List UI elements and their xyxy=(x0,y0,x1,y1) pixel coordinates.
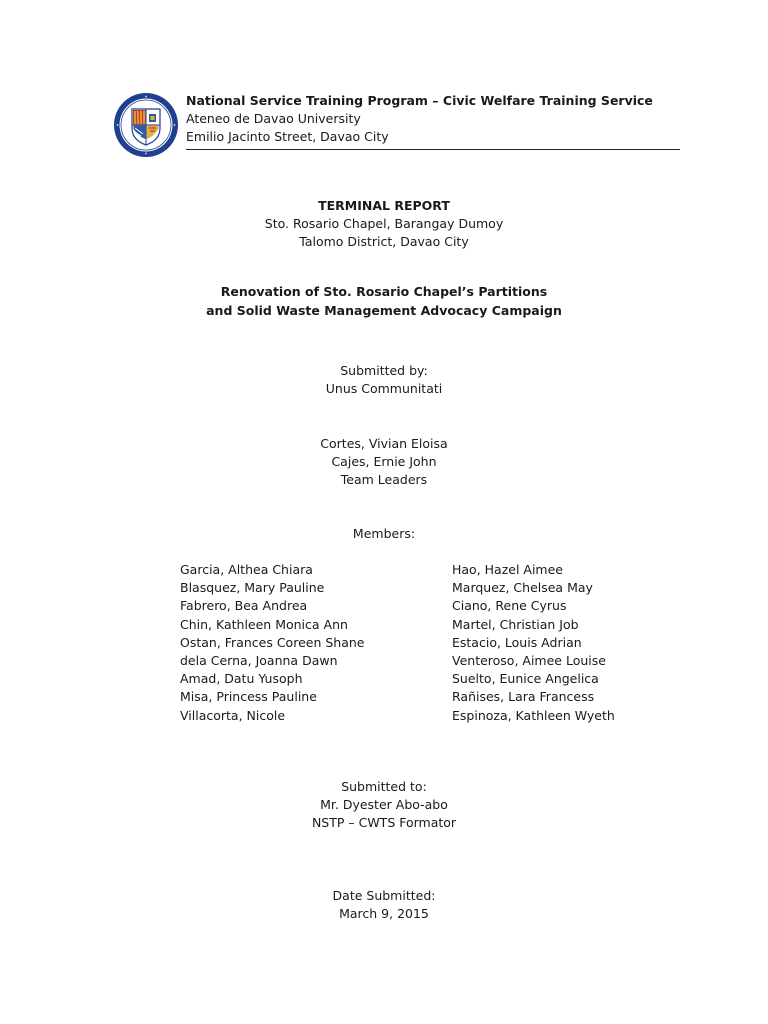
date-submitted-label: Date Submitted: xyxy=(332,888,436,903)
report-title: TERMINAL REPORT xyxy=(318,198,450,213)
member-name: Fabrero, Bea Andrea xyxy=(180,598,308,614)
member-name: Estacio, Louis Adrian xyxy=(452,634,582,650)
members-list-right xyxy=(452,561,615,725)
project-title-line1: Renovation of Sto. Rosario Chapel’s Partitions xyxy=(220,284,548,299)
member-name: Hao, Hazel Aimee xyxy=(452,562,563,577)
team-leaders-block xyxy=(0,435,768,489)
member-name: Garcia, Althea Chiara xyxy=(180,562,313,577)
university-seal-icon xyxy=(113,92,179,158)
member-name: Ostan, Frances Coreen Shane xyxy=(180,634,365,650)
member-name: Suelto, Eunice Angelica xyxy=(452,671,599,687)
member-name: Martel, Christian Job xyxy=(452,616,579,632)
report-location-line1: Sto. Rosario Chapel, Barangay Dumoy xyxy=(264,216,504,231)
project-title-block xyxy=(0,282,768,320)
formator-role: NSTP – CWTS Formator xyxy=(311,815,457,830)
date-submitted-value: March 9, 2015 xyxy=(339,906,429,921)
submitted-by-label: Submitted by: xyxy=(340,363,428,378)
university-address: Emilio Jacinto Street, Davao City xyxy=(186,129,389,144)
member-name: Rañises, Lara Francess xyxy=(452,689,595,705)
formator-name: Mr. Dyester Abo-abo xyxy=(320,797,448,812)
member-name: dela Cerna, Joanna Dawn xyxy=(180,653,338,669)
members-list-left xyxy=(180,561,364,725)
team-leader-name: Cajes, Ernie John xyxy=(331,454,437,469)
member-name: Espinoza, Kathleen Wyeth xyxy=(452,707,615,723)
program-name: National Service Training Program – Civic Welfare Training Service xyxy=(186,93,653,108)
submitted-by-block xyxy=(0,362,768,398)
university-name: Ateneo de Davao University xyxy=(186,111,361,126)
member-name: Amad, Datu Yusoph xyxy=(180,671,303,687)
member-name: Venteroso, Aimee Louise xyxy=(452,653,606,669)
member-name: Blasquez, Mary Pauline xyxy=(180,580,325,596)
group-name: Unus Communitati xyxy=(325,381,443,396)
submitted-to-block xyxy=(0,778,768,832)
members-label: Members: xyxy=(352,526,416,541)
member-name: Misa, Princess Pauline xyxy=(180,689,317,705)
submitted-to-label: Submitted to: xyxy=(341,779,427,794)
project-title-line2: and Solid Waste Management Advocacy Campaign xyxy=(206,303,562,318)
member-name: Chin, Kathleen Monica Ann xyxy=(180,616,348,632)
team-leader-name: Cortes, Vivian Eloisa xyxy=(320,436,448,451)
report-location-line2: Talomo District, Davao City xyxy=(299,234,469,249)
report-title-block xyxy=(0,197,768,251)
letterhead xyxy=(186,92,680,146)
member-name: Ciano, Rene Cyrus xyxy=(452,598,567,614)
team-leaders-role: Team Leaders xyxy=(340,472,428,487)
member-name: Marquez, Chelsea May xyxy=(452,580,593,596)
header-divider xyxy=(186,149,680,150)
member-name: Villacorta, Nicole xyxy=(180,707,286,723)
date-submitted-block xyxy=(0,887,768,923)
members-label-block xyxy=(0,525,768,543)
